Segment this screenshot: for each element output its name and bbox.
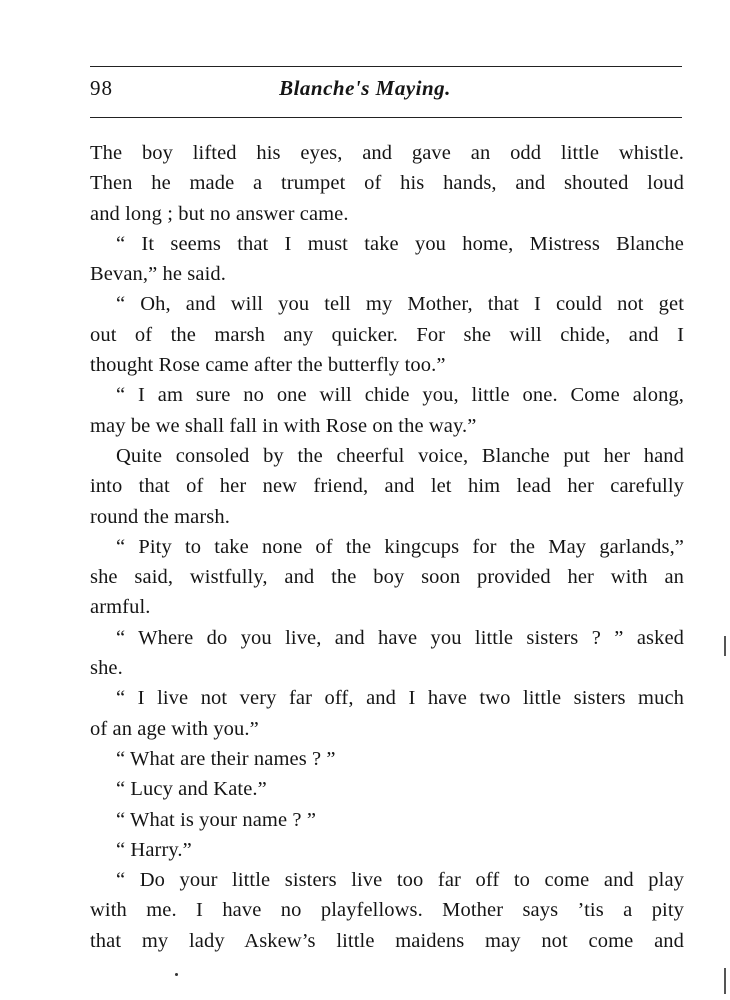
ink-speck xyxy=(175,973,178,976)
page-edge-mark xyxy=(724,968,726,994)
body-text xyxy=(90,138,684,956)
running-title: Blanche's Maying. xyxy=(279,76,451,100)
text-line: into that of her new friend, and let him lead her carefully xyxy=(90,475,684,498)
text-line: “ Do your little sisters live too far off to come and play xyxy=(116,869,684,892)
text-line: out of the marsh any quicker. For she will chide, and I xyxy=(90,323,684,346)
text-line: “ What is your name ? ” xyxy=(116,808,317,831)
text-line: “ I am sure no one will chide you, little one. Come along, xyxy=(116,384,684,407)
text-line: Quite consoled by the cheerful voice, Blanche put her hand xyxy=(116,444,684,467)
text-line: Bevan,” he said. xyxy=(90,263,226,286)
text-line: “ Pity to take none of the kingcups for the May garlands,” xyxy=(116,535,684,558)
header-rule-bottom xyxy=(90,117,682,118)
text-line: and long ; but no answer came. xyxy=(90,202,349,225)
text-line: “ Lucy and Kate.” xyxy=(116,778,267,801)
page-edge-mark xyxy=(724,636,726,656)
text-line: “ It seems that I must take you home, Mistress Blanche xyxy=(116,232,684,255)
text-line: round the marsh. xyxy=(90,505,230,528)
text-line: “ What are their names ? ” xyxy=(116,747,336,770)
text-line: she. xyxy=(90,657,123,680)
text-line: The boy lifted his eyes, and gave an odd little whistle. xyxy=(90,142,684,164)
text-line: she said, wistfully, and the boy soon provided her with an xyxy=(90,566,684,589)
header-rule-top xyxy=(90,66,682,67)
text-line: “ Where do you live, and have you little sisters ? ” asked xyxy=(116,626,684,649)
page-number: 98 xyxy=(90,76,113,100)
text-line: Then he made a trumpet of his hands, and shouted loud xyxy=(90,172,684,195)
text-line: “ Harry.” xyxy=(116,838,192,861)
text-line: “ I live not very far off, and I have two little sisters much xyxy=(116,687,684,710)
text-line: “ Oh, and will you tell my Mother, that I could not get xyxy=(116,293,684,316)
text-line: armful. xyxy=(90,596,151,619)
text-line: that my lady Askew’s little maidens may not come and xyxy=(90,929,684,952)
text-line: of an age with you.” xyxy=(90,717,259,740)
text-line: may be we shall fall in with Rose on the way.” xyxy=(90,414,477,437)
text-line: with me. I have no playfellows. Mother says ’tis a pity xyxy=(90,899,684,922)
text-line: thought Rose came after the butterfly too.” xyxy=(90,354,446,377)
